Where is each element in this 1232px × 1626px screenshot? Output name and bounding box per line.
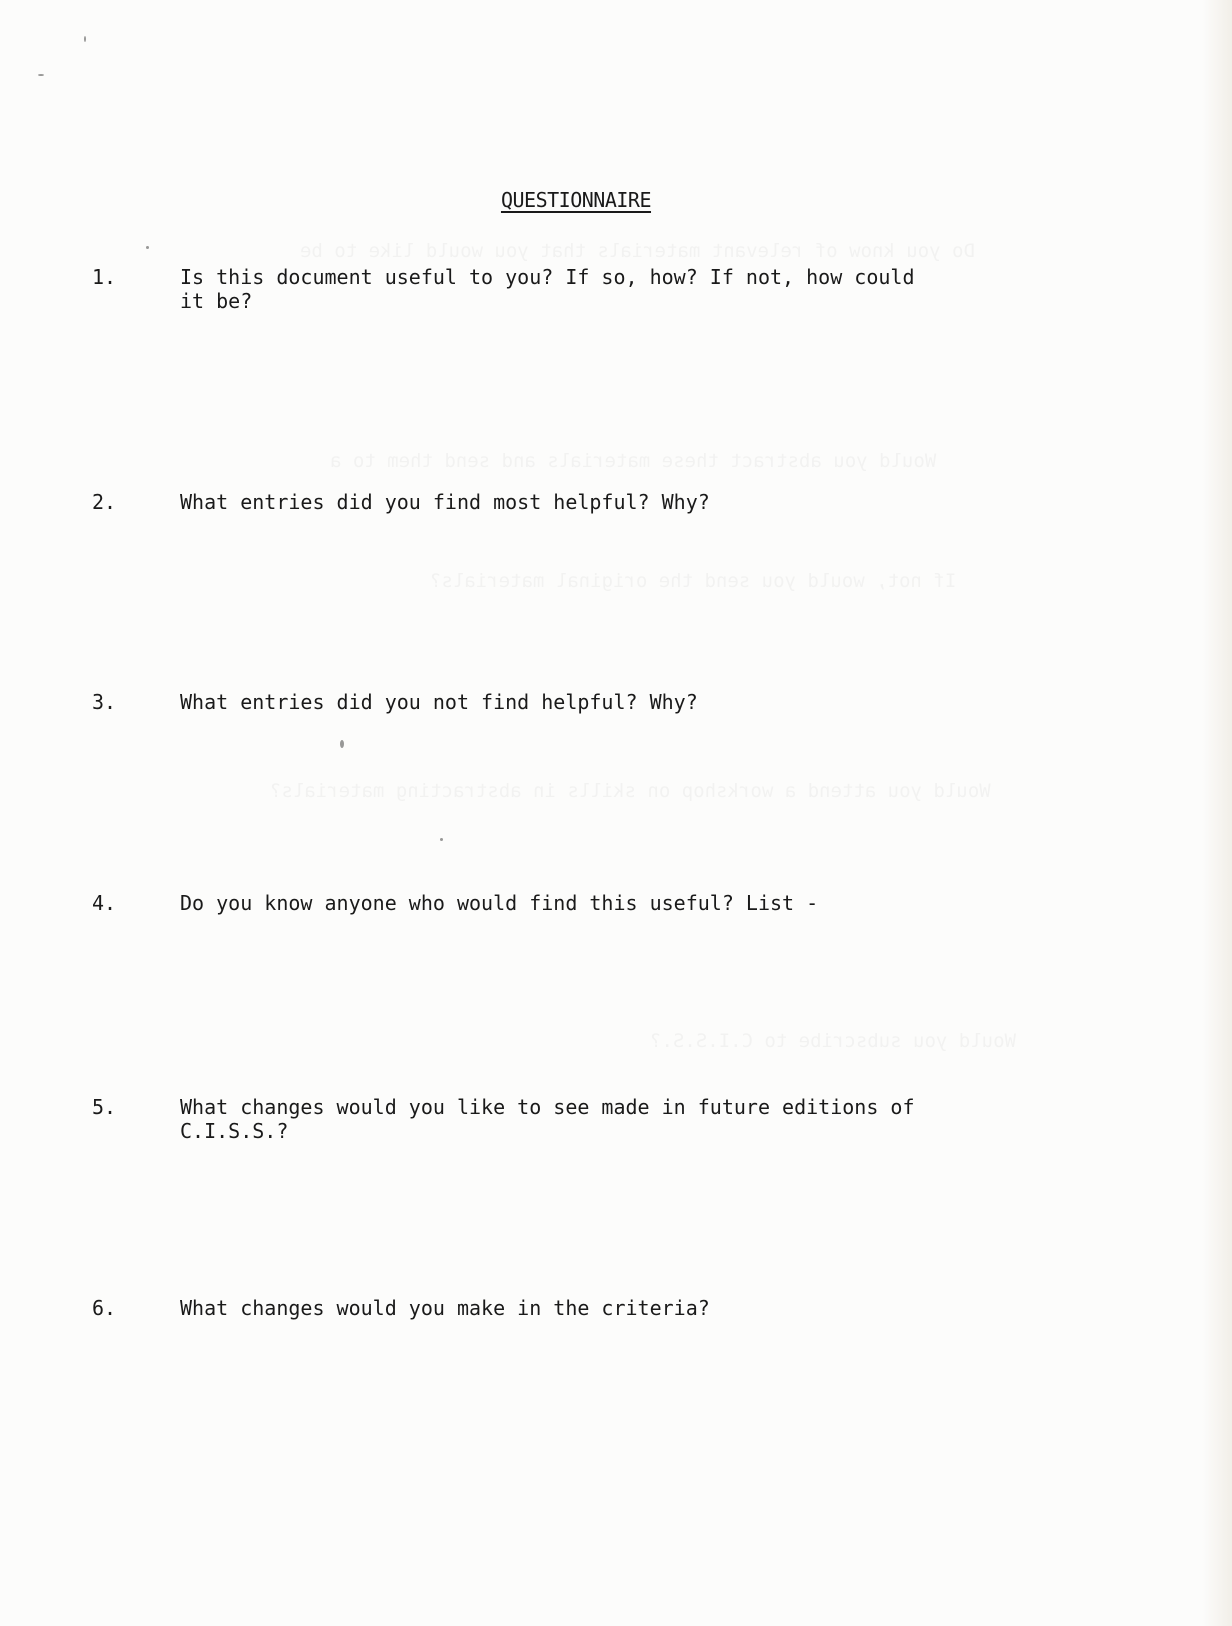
- paper-speck: [146, 246, 149, 249]
- paper-speck: [84, 36, 86, 42]
- question-text: What entries did you find most helpful? Why?: [180, 490, 710, 514]
- paper-speck: [440, 838, 443, 841]
- reverse-side-bleed: Would you abstract these materials and send them to a: [330, 450, 937, 472]
- reverse-side-bleed: Do you know of relevant materials that you would like to be: [300, 240, 975, 262]
- question-number: 1.: [92, 265, 117, 289]
- reverse-side-bleed: If not, would you send the original materials?: [430, 570, 957, 592]
- question-text: What entries did you not find helpful? Why?: [180, 690, 698, 714]
- question-number: 2.: [92, 490, 117, 514]
- question-text: What changes would you make in the criteria?: [180, 1296, 710, 1320]
- paper-speck: [38, 74, 44, 76]
- question-number: 6.: [92, 1296, 117, 1320]
- reverse-side-bleed: Would you attend a workshop on skills in abstracting materials?: [270, 780, 991, 802]
- question-text: Is this document useful to you? If so, how? If not, how could it be?: [180, 265, 915, 313]
- question-number: 5.: [92, 1095, 117, 1119]
- question-number: 3.: [92, 690, 117, 714]
- question-text: What changes would you like to see made in future editions of C.I.S.S.?: [180, 1095, 915, 1143]
- page-title: QUESTIONNAIRE: [500, 188, 652, 212]
- question-text: Do you know anyone who would find this useful? List -: [180, 891, 819, 915]
- reverse-side-bleed: Would you subscribe to C.I.S.S.?: [650, 1030, 1017, 1052]
- question-number: 4.: [92, 891, 117, 915]
- paper-speck: [340, 740, 344, 748]
